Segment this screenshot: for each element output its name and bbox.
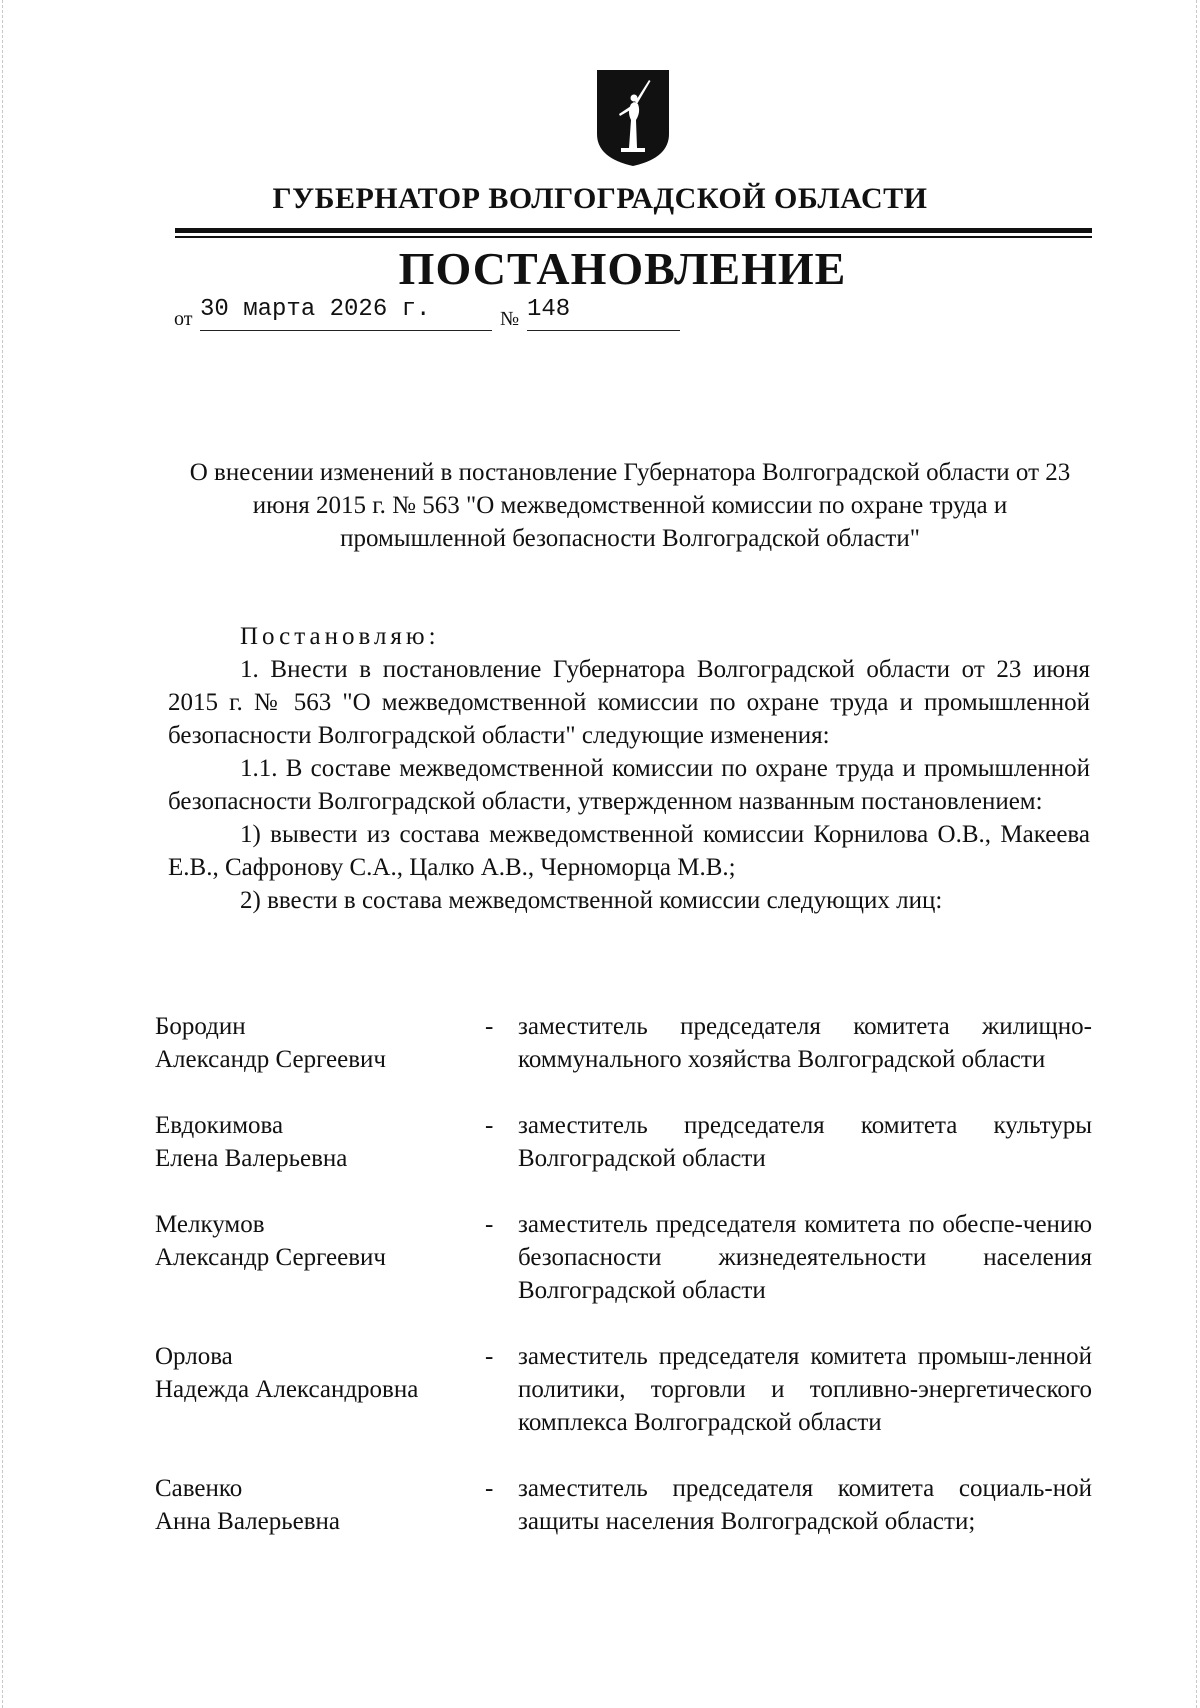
member-dash: - bbox=[485, 1211, 494, 1238]
issuer-title: ГУБЕРНАТОР ВОЛГОГРАДСКОЙ ОБЛАСТИ bbox=[272, 182, 928, 215]
member-row bbox=[155, 1472, 1092, 1538]
date-value: 30 марта 2026 г. bbox=[200, 296, 492, 331]
member-name bbox=[155, 1109, 485, 1175]
member-position: заместитель председателя комитета жилищно-коммунального хозяйства Волгоградской области bbox=[518, 1013, 1092, 1073]
coat-of-arms-icon bbox=[595, 68, 671, 168]
member-given-names: Александр Сергеевич bbox=[155, 1046, 386, 1073]
member-dash: - bbox=[485, 1013, 494, 1040]
header-rule-thin bbox=[175, 236, 1092, 238]
member-surname: Савенко bbox=[155, 1475, 243, 1502]
members-list bbox=[155, 1010, 1092, 1571]
member-name bbox=[155, 1472, 485, 1538]
member-dash: - bbox=[485, 1112, 494, 1139]
decree-body bbox=[168, 620, 1090, 917]
member-given-names: Елена Валерьевна bbox=[155, 1145, 348, 1172]
member-surname: Орлова bbox=[155, 1343, 233, 1370]
member-position: заместитель председателя комитета культуры Волгоградской области bbox=[518, 1112, 1092, 1172]
member-given-names: Анна Валерьевна bbox=[155, 1508, 340, 1535]
member-position: заместитель председателя комитета по обеспе-чению безопасности жизнедеятельности населения Волгоградской области bbox=[518, 1211, 1092, 1304]
member-row bbox=[155, 1010, 1092, 1076]
paragraph: 1. Внести в постановление Губернатора Волгоградской области от 23 июня 2015 г. № 563 "О межведомственной комиссии по охране труда и промышленной безопасности Волгоградской области" следующие изменения: bbox=[168, 656, 1090, 749]
member-name bbox=[155, 1340, 485, 1439]
member-given-names: Надежда Александровна bbox=[155, 1376, 419, 1403]
number-value: 148 bbox=[527, 296, 680, 331]
document-type: ПОСТАНОВЛЕНИЕ bbox=[398, 243, 847, 294]
member-surname: Евдокимова bbox=[155, 1112, 284, 1139]
member-surname: Бородин bbox=[155, 1013, 246, 1040]
paragraph: 2) ввести в состава межведомственной комиссии следующих лиц: bbox=[240, 887, 943, 914]
decree-word: Постановляю: bbox=[240, 623, 440, 650]
member-row bbox=[155, 1109, 1092, 1175]
date-prefix: от bbox=[174, 308, 193, 330]
number-prefix: № bbox=[500, 308, 520, 330]
member-dash: - bbox=[485, 1475, 494, 1502]
date-line bbox=[0, 296, 1200, 336]
member-position: заместитель председателя комитета промыш-ленной политики, торговли и топливно-энергетического комплекса Волгоградской области bbox=[518, 1343, 1092, 1436]
member-position: заместитель председателя комитета социаль-ной защиты населения Волгоградской области; bbox=[518, 1475, 1092, 1535]
paragraph: 1.1. В составе межведомственной комиссии по охране труда и промышленной безопасности Волгоградской области, утвержденном названным постановлением: bbox=[168, 755, 1090, 815]
member-surname: Мелкумов bbox=[155, 1211, 265, 1238]
member-given-names: Александр Сергеевич bbox=[155, 1244, 386, 1271]
document-title: О внесении изменений в постановление Губернатора Волгоградской области от 23 июня 2015 г. № 563 "О межведомственной комиссии по охране труда и промышленной безопасности Волгоградской области" bbox=[189, 459, 1071, 552]
member-dash: - bbox=[485, 1343, 494, 1370]
member-name bbox=[155, 1208, 485, 1307]
member-name bbox=[155, 1010, 485, 1076]
paragraph: 1) вывести из состава межведомственной комиссии Корнилова О.В., Макеева Е.В., Сафронову С.А., Цалко А.В., Черноморца М.В.; bbox=[168, 821, 1090, 881]
member-row bbox=[155, 1340, 1092, 1439]
member-row bbox=[155, 1208, 1092, 1307]
header-rule-thick bbox=[175, 228, 1092, 233]
